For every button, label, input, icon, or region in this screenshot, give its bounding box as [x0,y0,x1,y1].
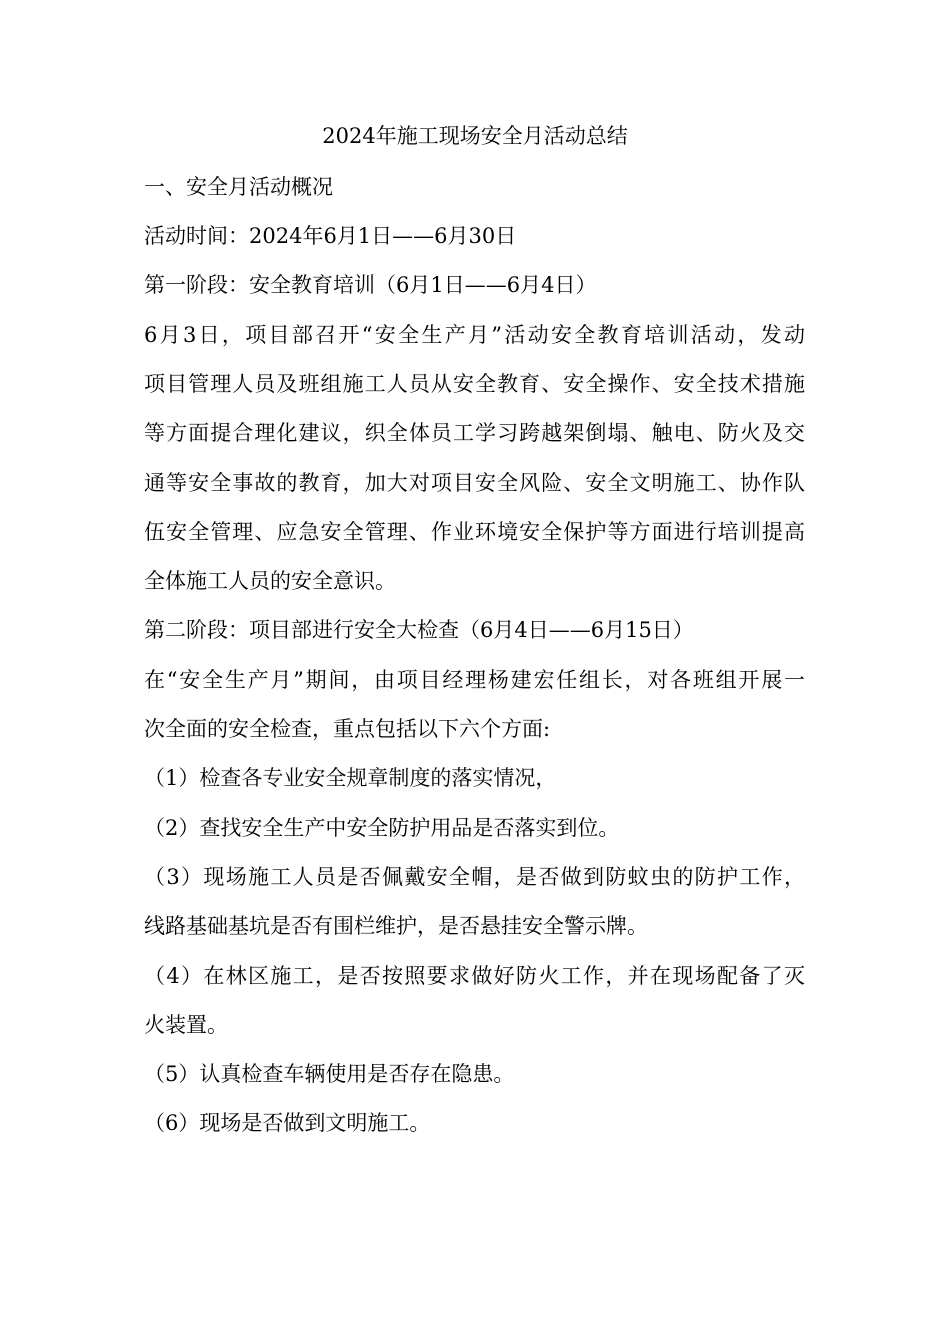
phase1-heading: 第一阶段：安全教育培训（6月1日——6月4日） [144,273,597,297]
list-item: （6）现场是否做到文明施工。 [144,1111,431,1135]
list-item: （1）检查各专业安全规章制度的落实情况， [144,766,557,790]
section-heading: 一、安全月活动概况 [144,175,333,199]
list-item: 线路基础基坑是否有围栏维护，是否悬挂安全警示牌。 [144,914,648,938]
list-item: 火装置。 [144,1013,228,1037]
paragraph-line: 伍安全管理、应急安全管理、作业环境安全保护等方面进行培训提高 [144,520,805,544]
paragraph-line: 全体施工人员的安全意识。 [144,569,396,593]
phase2-heading: 第二阶段：项目部进行安全大检查（6月4日——6月15日） [144,618,694,642]
list-item: （4）在林区施工，是否按照要求做好防火工作，并在现场配备了灭 [144,964,805,988]
paragraph-line: 等方面提合理化建议，织全体员工学习跨越架倒塌、触电、防火及交 [144,421,805,445]
list-item: （2）查找安全生产中安全防护用品是否落实到位。 [144,816,620,840]
paragraph-line: 次全面的安全检查，重点包括以下六个方面: [144,717,551,741]
paragraph-line: 6月3日，项目部召开“安全生产月”活动安全教育培训活动，发动 [144,323,805,347]
paragraph-line: 在“安全生产月”期间，由项目经理杨建宏任组长，对各班组开展一 [144,668,805,692]
list-item: （5）认真检查车辆使用是否存在隐患。 [144,1062,515,1086]
activity-time: 活动时间：2024年6月1日——6月30日 [144,224,517,248]
list-item: （3）现场施工人员是否佩戴安全帽，是否做到防蚊虫的防护工作， [144,865,805,889]
document-title: 2024年施工现场安全月活动总结 [322,124,628,148]
paragraph-line: 通等安全事故的教育，加大对项目安全风险、安全文明施工、协作队 [144,471,805,495]
paragraph-line: 项目管理人员及班组施工人员从安全教育、安全操作、安全技术措施 [144,372,805,396]
